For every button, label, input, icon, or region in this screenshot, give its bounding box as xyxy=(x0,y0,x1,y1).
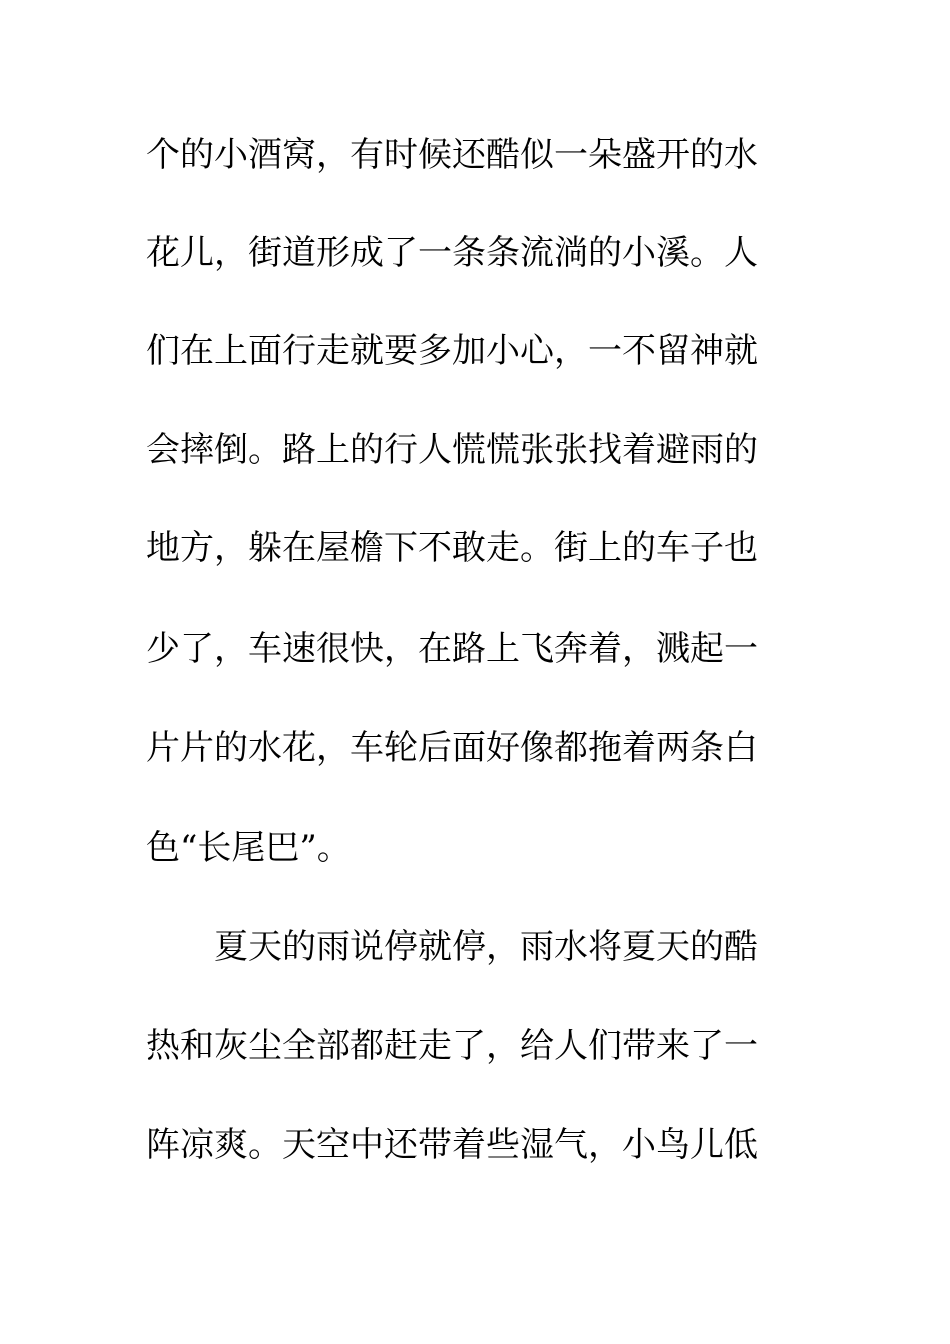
paragraph-line: 地方，躲在屋檐下不敢走。街上的车子也 xyxy=(146,528,758,568)
paragraph-first-line: 夏天的雨说停就停，雨水将夏天的酷 xyxy=(214,927,758,967)
paragraph-line: 个的小酒窝，有时候还酷似一朵盛开的水 xyxy=(146,135,758,175)
paragraph-line: 们在上面行走就要多加小心，一不留神就 xyxy=(146,331,758,371)
paragraph-line: 花儿，街道形成了一条条流淌的小溪。人 xyxy=(146,233,758,273)
paragraph-line: 色“长尾巴”。 xyxy=(146,828,351,868)
paragraph-line: 热和灰尘全部都赶走了，给人们带来了一 xyxy=(146,1026,758,1066)
paragraph-line: 会摔倒。路上的行人慌慌张张找着避雨的 xyxy=(146,430,758,470)
paragraph-line: 少了，车速很快，在路上飞奔着，溅起一 xyxy=(146,629,758,669)
paragraph-line: 片片的水花，车轮后面好像都拖着两条白 xyxy=(146,728,758,768)
paragraph-line: 阵凉爽。天空中还带着些湿气，小鸟儿低 xyxy=(146,1125,758,1165)
